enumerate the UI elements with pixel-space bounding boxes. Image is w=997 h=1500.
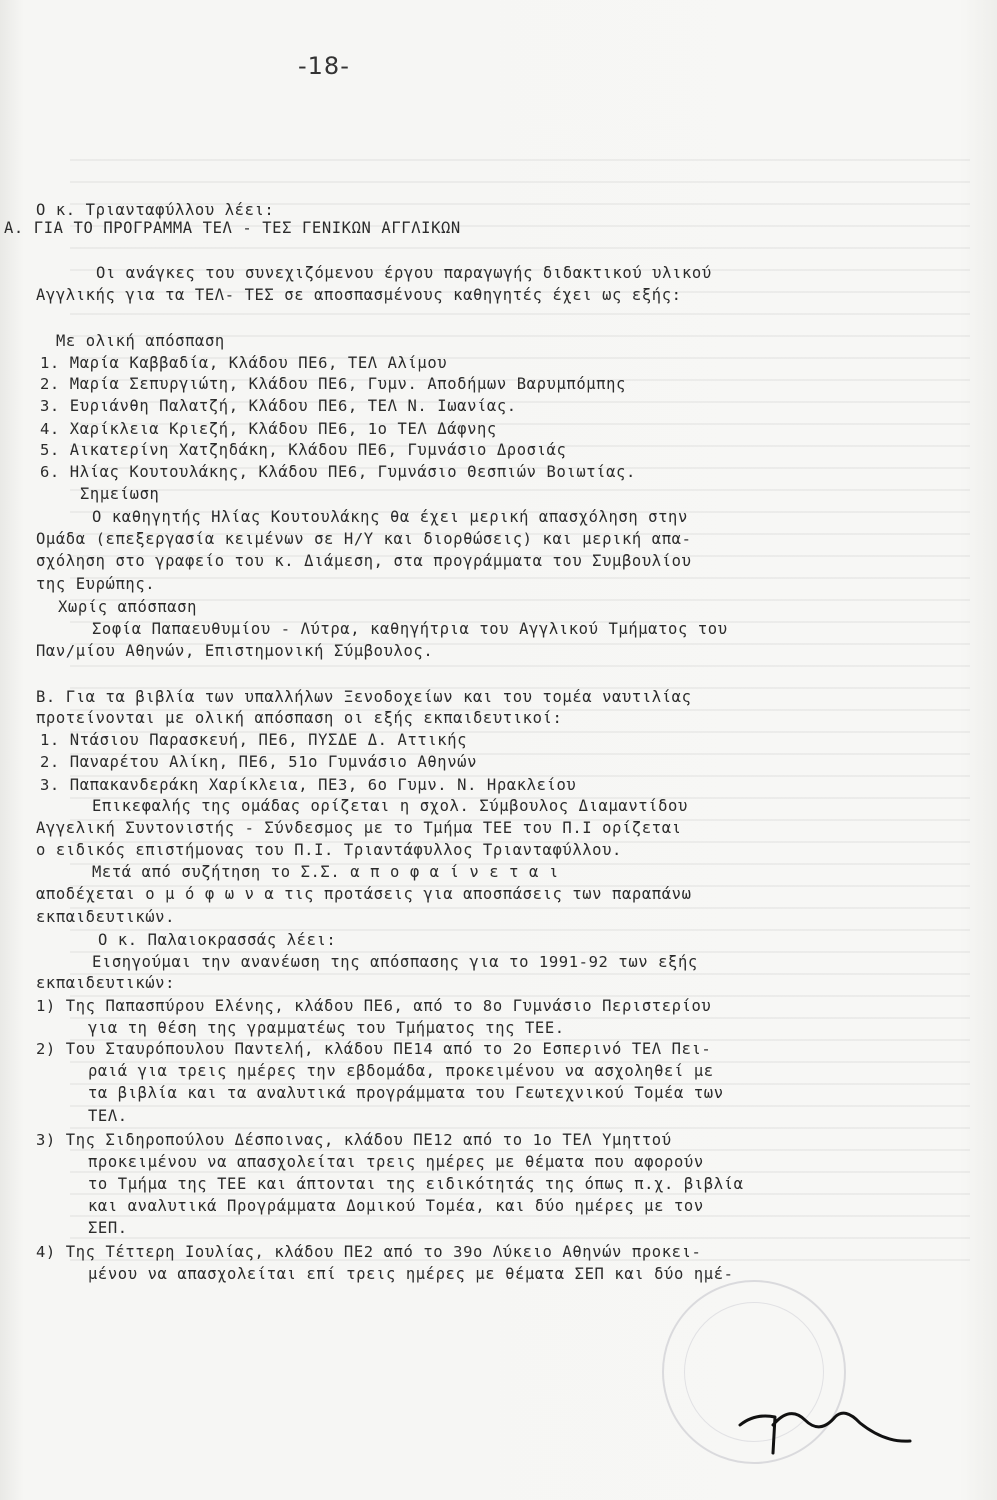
text-line: ραιά για τρεις ημέρες την εβδομάδα, προκειμένου να ασχοληθεί με [88, 1062, 714, 1080]
text-line: προκειμένου να απασχολείται τρεις ημέρες με θέματα που αφορούν [88, 1153, 704, 1171]
text-line: 3. Ευριάνθη Παλατζή, Κλάδου ΠΕ6, ΤΕΛ Ν. Ιωανίας. [40, 397, 517, 415]
text-line: και αναλυτικά Προγράμματα Δομικού Τομέα, και δύο ημέρες με τον [88, 1197, 704, 1215]
text-line: 2. Παναρέτου Αλίκη, ΠΕ6, 51ο Γυμνάσιο Αθηνών [40, 753, 477, 771]
text-line: 5. Αικατερίνη Χατζηδάκη, Κλάδου ΠΕ6, Γυμνάσιο Δροσιάς [40, 441, 567, 459]
text-line: 4. Χαρίκλεια Κριεζή, Κλάδου ΠΕ6, 1ο ΤΕΛ Δάφνης [40, 420, 497, 438]
page-number: -18- [298, 52, 350, 80]
text-line: Χωρίς απόσπαση [58, 598, 198, 616]
text-line: Ομάδα (επεξεργασία κειμένων σε Η/Υ και διορθώσεις) και μερική απα- [36, 530, 692, 548]
text-line: 6. Ηλίας Κουτουλάκης, Κλάδου ΠΕ6, Γυμνάσιο Θεσπιών Βοιωτίας. [40, 463, 636, 481]
text-line: 2) Του Σταυρόπουλου Παντελή, κλάδου ΠΕ14 από το 2ο Εσπερινό ΤΕΛ Πει- [36, 1040, 712, 1058]
text-line: Ο κ. Τριανταφύλλου λέει: [36, 201, 275, 219]
text-line: 2. Μαρία Σεπυργιώτη, Κλάδου ΠΕ6, Γυμν. Αποδήμων Βαρυμπόμπης [40, 375, 626, 393]
text-line: Επικεφαλής της ομάδας ορίζεται η σχολ. Σύμβουλος Διαμαντίδου [92, 797, 688, 815]
text-line: Με ολική απόσπαση [56, 332, 225, 350]
text-line: μένου να απασχολείται επί τρεις ημέρες με θέματα ΣΕΠ και δύο ημέ- [88, 1265, 734, 1283]
text-line: 3) Της Σιδηροπούλου Δέσποινας, κλάδου ΠΕ12 από το 1ο ΤΕΛ Υμηττού [36, 1131, 672, 1149]
text-line: Αγγελική Συντονιστής - Σύνδεσμος με το Τμήμα ΤΕΕ του Π.Ι ορίζεται [36, 819, 682, 837]
text-line: 1. Μαρία Καββαδία, Κλάδου ΠΕ6, ΤΕΛ Αλίμου [40, 354, 448, 372]
text-line: προτείνονται με ολική απόσπαση οι εξής εκπαιδευτικοί: [36, 709, 563, 727]
text-line: Μετά από συζήτηση το Σ.Σ. α π ο φ α ί ν ε τ α ι [92, 863, 559, 881]
text-line: Σημείωση [80, 485, 160, 503]
text-line: ΤΕΛ. [88, 1107, 128, 1125]
text-line: Παν/μίου Αθηνών, Επιστημονική Σύμβουλος. [36, 642, 434, 660]
text-line: για τη θέση της γραμματέως του Τμήματος της ΤΕΕ. [88, 1019, 565, 1037]
text-line: Αγγλικής για τα ΤΕΛ- ΤΕΣ σε αποσπασμένους καθηγητές έχει ως εξής: [36, 286, 682, 304]
text-line: τα βιβλία και τα αναλυτικά προγράμματα του Γεωτεχνικού Τομέα των [88, 1084, 724, 1102]
text-line: Σοφία Παπαευθυμίου - Λύτρα, καθηγήτρια του Αγγλικού Τμήματος του [92, 620, 728, 638]
text-line: 4) Της Τέττερη Ιουλίας, κλάδου ΠΕ2 από το 39ο Λύκειο Αθηνών προκει- [36, 1243, 702, 1261]
text-line: το Τμήμα της ΤΕΕ και άπτονται της ειδικότητάς της όπως π.χ. βιβλία [88, 1175, 744, 1193]
text-line: ΣΕΠ. [88, 1219, 128, 1237]
text-line: Ο καθηγητής Ηλίας Κουτουλάκης θα έχει μερική απασχόληση στην [92, 508, 688, 526]
text-line: Α. ΓΙΑ ΤΟ ΠΡΟΓΡΑΜΜΑ ΤΕΛ - ΤΕΣ ΓΕΝΙΚΩΝ ΑΓΓΛΙΚΩΝ [4, 219, 461, 237]
text-line: ο ειδικός επιστήμονας του Π.Ι. Τριαντάφυλλος Τριανταφύλλου. [36, 841, 622, 859]
text-line: Β. Για τα βιβλία των υπαλλήλων Ξενοδοχείων και του τομέα ναυτιλίας [36, 688, 692, 706]
text-line: σχόληση στο γραφείο του κ. Διάμεση, στα προγράμματα του Συμβουλίου [36, 552, 692, 570]
text-line: 3. Παπακανδεράκη Χαρίκλεια, ΠΕ3, 6ο Γυμν. Ν. Ηρακλείου [40, 776, 577, 794]
text-line: εκπαιδευτικών: [36, 974, 176, 992]
text-line: της Ευρώπης. [36, 575, 156, 593]
text-line: Ο κ. Παλαιοκρασσάς λέει: [98, 931, 337, 949]
text-line: Εισηγούμαι την ανανέωση της απόσπασης για το 1991-92 των εξής [92, 953, 698, 971]
text-line: εκπαιδευτικών. [36, 908, 176, 926]
signature [735, 1395, 915, 1455]
text-line: Οι ανάγκες του συνεχιζόμενου έργου παραγωγής διδακτικού υλικού [96, 264, 712, 282]
text-line: 1. Ντάσιου Παρασκευή, ΠΕ6, ΠΥΣΔΕ Δ. Αττικής [40, 731, 468, 749]
text-line: αποδέχεται ο μ ό φ ω ν α τις προτάσεις για αποσπάσεις των παραπάνω [36, 885, 692, 903]
text-line: 1) Της Παπασπύρου Ελένης, κλάδου ΠΕ6, από το 8ο Γυμνάσιο Περιστερίου [36, 997, 712, 1015]
